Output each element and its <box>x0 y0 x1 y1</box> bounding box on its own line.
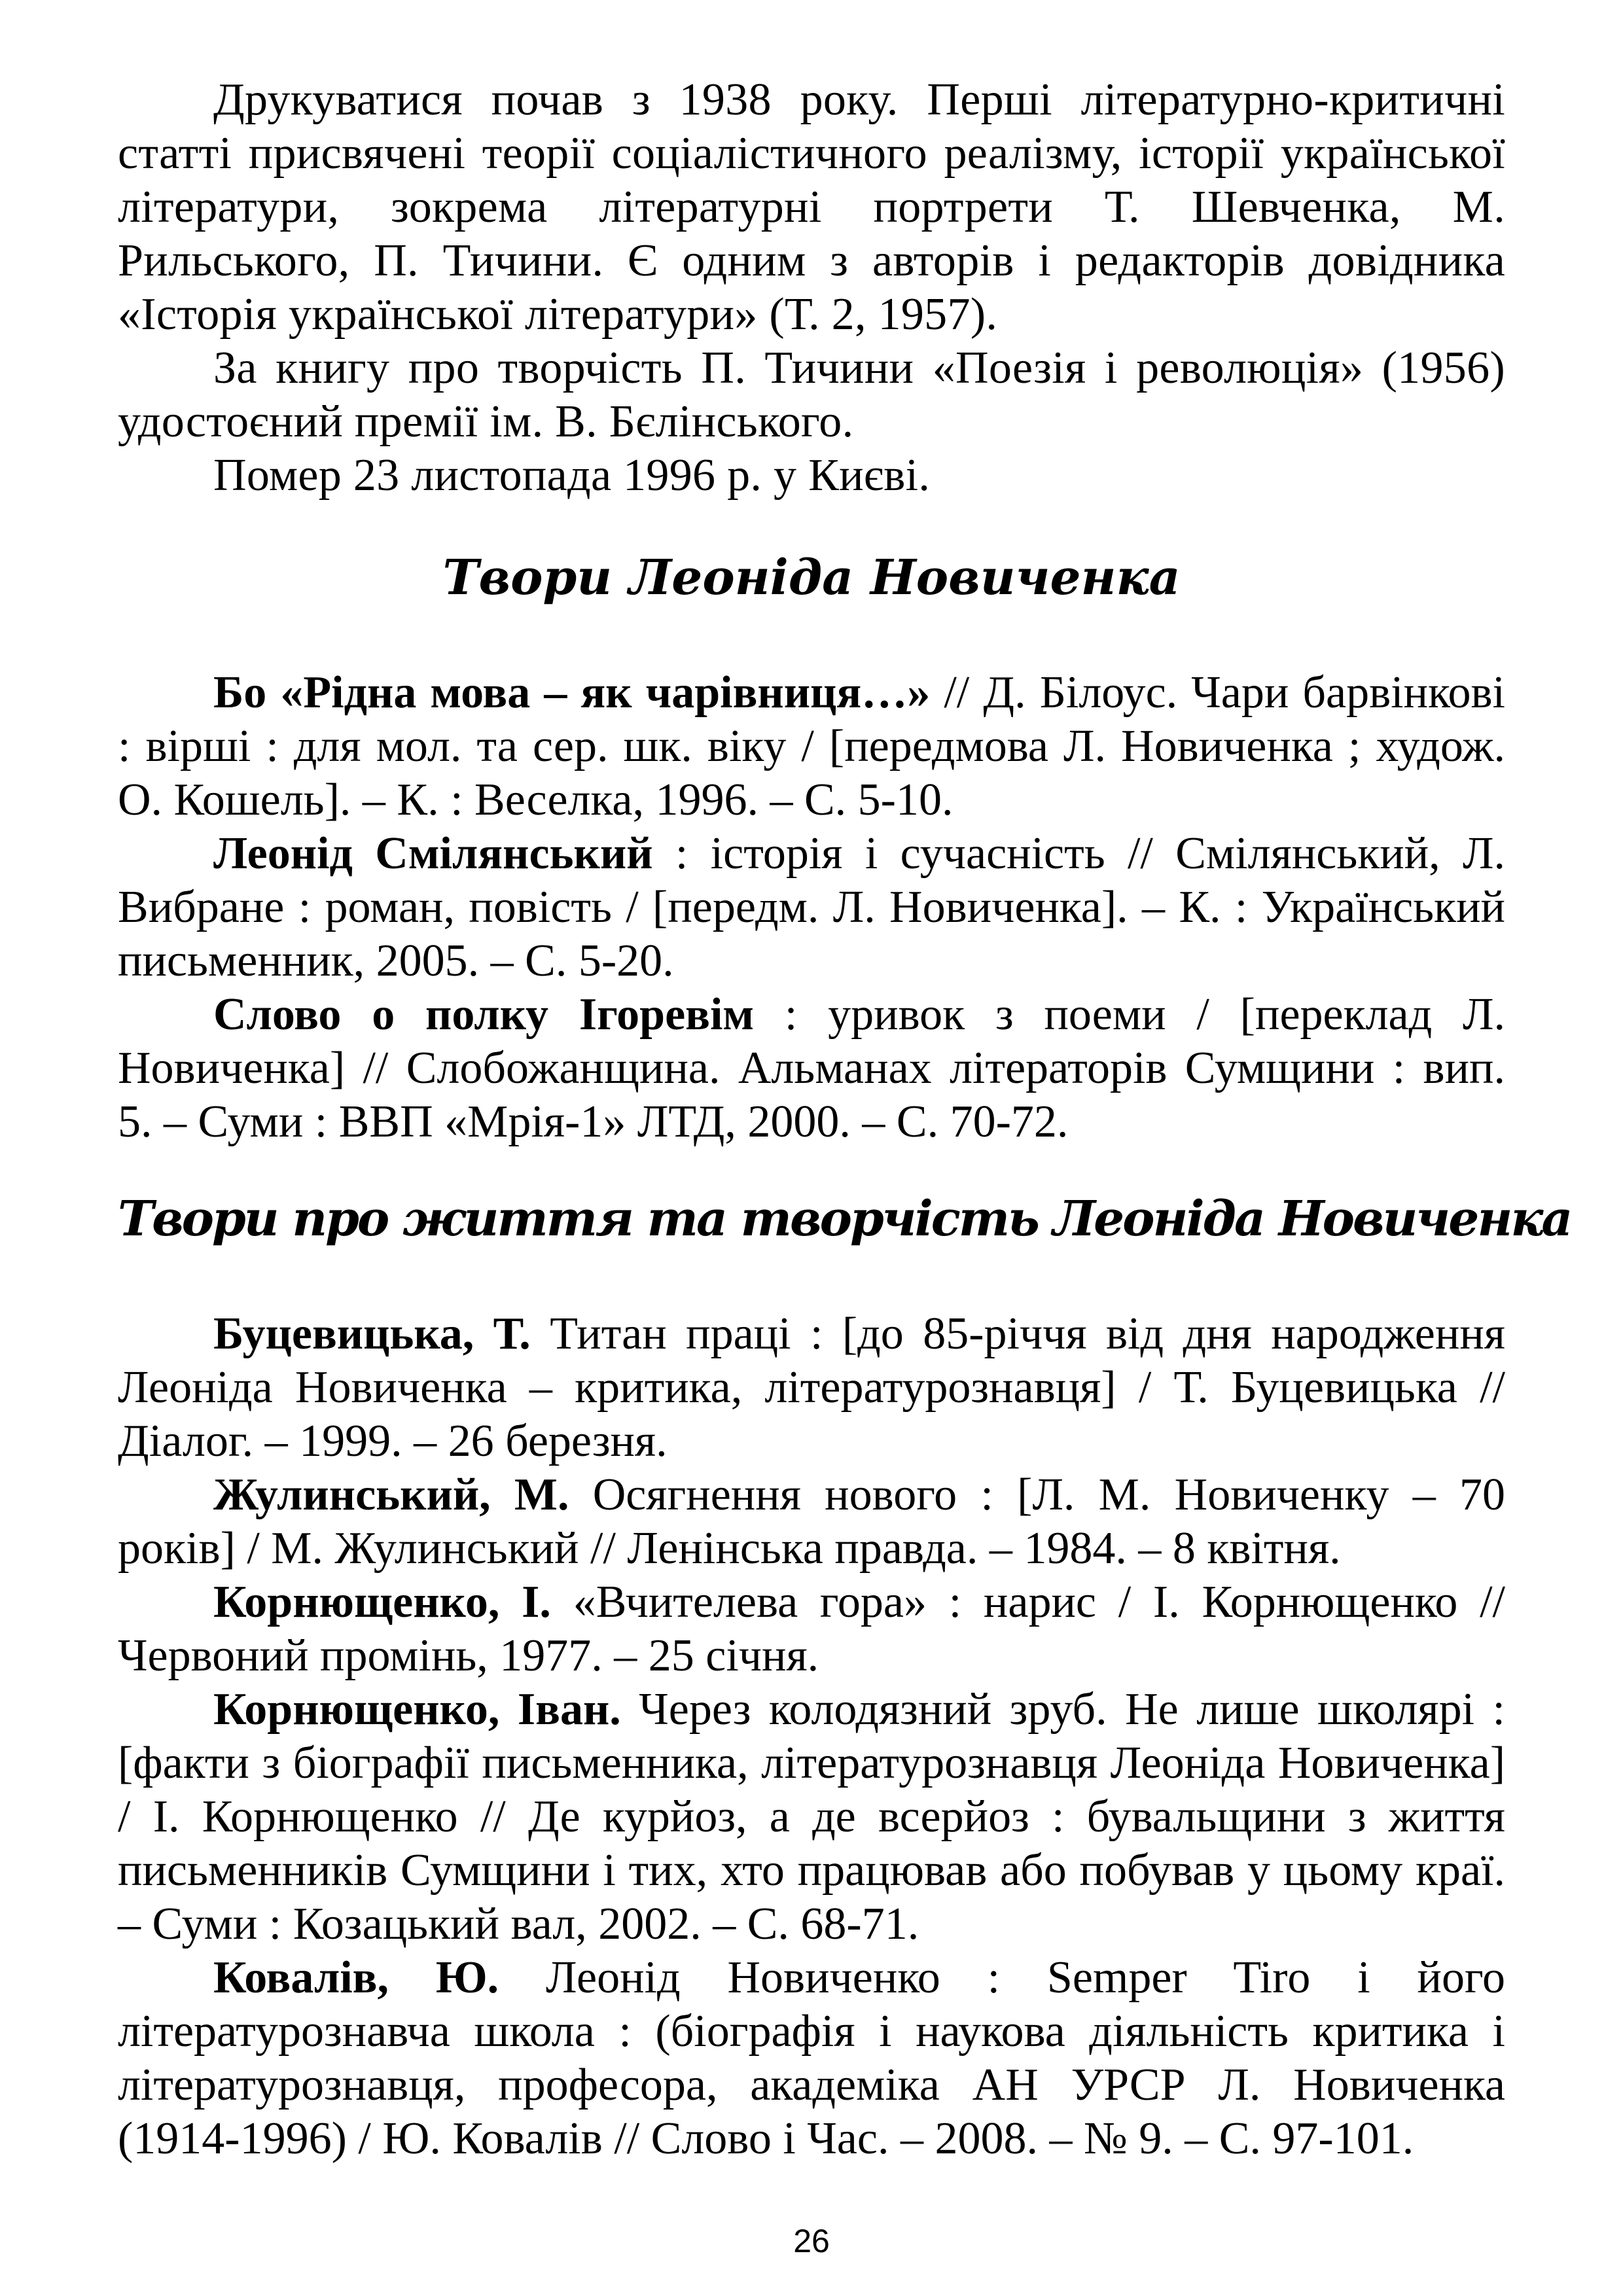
entry-details: Леонід Новиченко : Semper Tiro і його літературознавча школа : (біографія і наукова діяльність критика і літературознавця, професора, академіка АН УРСР Л. Новиченка (1914-1996) / Ю. Ковалів // Слово і Час. – 2008. – № 9. – С. 97-101. <box>118 1952 1505 2164</box>
entry-title: Леонід Смілянський <box>213 828 653 879</box>
works-bibliography <box>118 666 1505 1149</box>
entry-author: Ковалів, Ю. <box>213 1952 499 2003</box>
entry-author: Корнющенко, І. <box>213 1577 551 1627</box>
bio-paragraph: Друкуватися почав з 1938 року. Перші літературно-критичні статті присвячені теорії соціалістичного реалізму, історії української літератури, зокрема літературні портрети Т. Шевченка, М. Рильського, П. Тичини. Є одним з авторів і редакторів довідника «Історія української літератури» (Т. 2, 1957). <box>118 75 1505 340</box>
entry-details: Осягнення нового : [Л. М. Новиченку – 70 років] / М. Жулинський // Ленінська правда. – 1984. – 8 квітня. <box>118 1470 1505 1574</box>
entry-title: Слово о полку Ігоревім <box>213 989 755 1040</box>
works-heading: Твори Леоніда Новиченка <box>442 550 1181 606</box>
bibliography-entry <box>118 988 1505 1149</box>
bibliography-entry <box>118 1468 1505 1576</box>
biography-text <box>118 73 1505 503</box>
entry-details: // Д. Білоус. Чари барвінкові : вірші : для мол. та сер. шк. віку / [передмова Л. Новиченка ; худож. О. Кошель]. – К. : Веселка, 1996. – С. 5-10. <box>118 667 1505 825</box>
entry-details: Титан праці : [до 85-річчя від дня народження Леоніда Новиченка – критика, літературознавця] / Т. Буцевицька // Діалог. – 1999. – 26 березня. <box>118 1309 1505 1466</box>
entry-details: Через колодязний зруб. Не лише школярі : [факти з біографії письменника, літературознавця Леоніда Новиченка] / І. Корнющенко // Де курйоз, а де всерйоз : бувальщини з життя письменників Сумщини і тих, хто працював або побував у цьому краї. – Суми : Козацький вал, 2002. – С. 68-71. <box>118 1684 1505 1949</box>
page-number: 26 <box>793 2223 830 2259</box>
entry-details: : уривок з поеми / [переклад Л. Новиченка] // Слобожанщина. Альманах літераторів Сумщини : вип. 5. – Суми : ВВП «Мрія-1» ЛТД, 2000. – С. 70-72. <box>118 989 1505 1147</box>
bio-paragraph: За книгу про творчість П. Тичини «Поезія і революція» (1956) удостоєний премії ім. В. Бєлінського. <box>118 343 1505 447</box>
entry-details: : історія і сучасність // Смілянський, Л. Вибране : роман, повість / [передм. Л. Новиченка]. – К. : Український письменник, 2005. – С. 5-20. <box>118 828 1505 986</box>
about-bibliography <box>118 1307 1505 2166</box>
entry-author: Жулинський, М. <box>213 1470 569 1520</box>
entry-author: Буцевицька, Т. <box>213 1309 531 1359</box>
entry-title: Бо «Рідна мова – як чарівниця…» <box>213 667 931 718</box>
entry-details: «Вчителева гора» : нарис / І. Корнющенко // Червоний промінь, 1977. – 25 січня. <box>118 1577 1505 1681</box>
bibliography-entry <box>118 1307 1505 1468</box>
bibliography-entry <box>118 1683 1505 1951</box>
bibliography-entry <box>118 666 1505 827</box>
about-heading: Твори про життя та творчість Леоніда Новиченка <box>118 1191 1571 1247</box>
entry-author: Корнющенко, Іван. <box>213 1684 621 1735</box>
bibliography-entry <box>118 827 1505 988</box>
bibliography-entry <box>118 1951 1505 2166</box>
bibliography-entry <box>118 1576 1505 1683</box>
bio-paragraph: Помер 23 листопада 1996 р. у Києві. <box>213 450 931 501</box>
